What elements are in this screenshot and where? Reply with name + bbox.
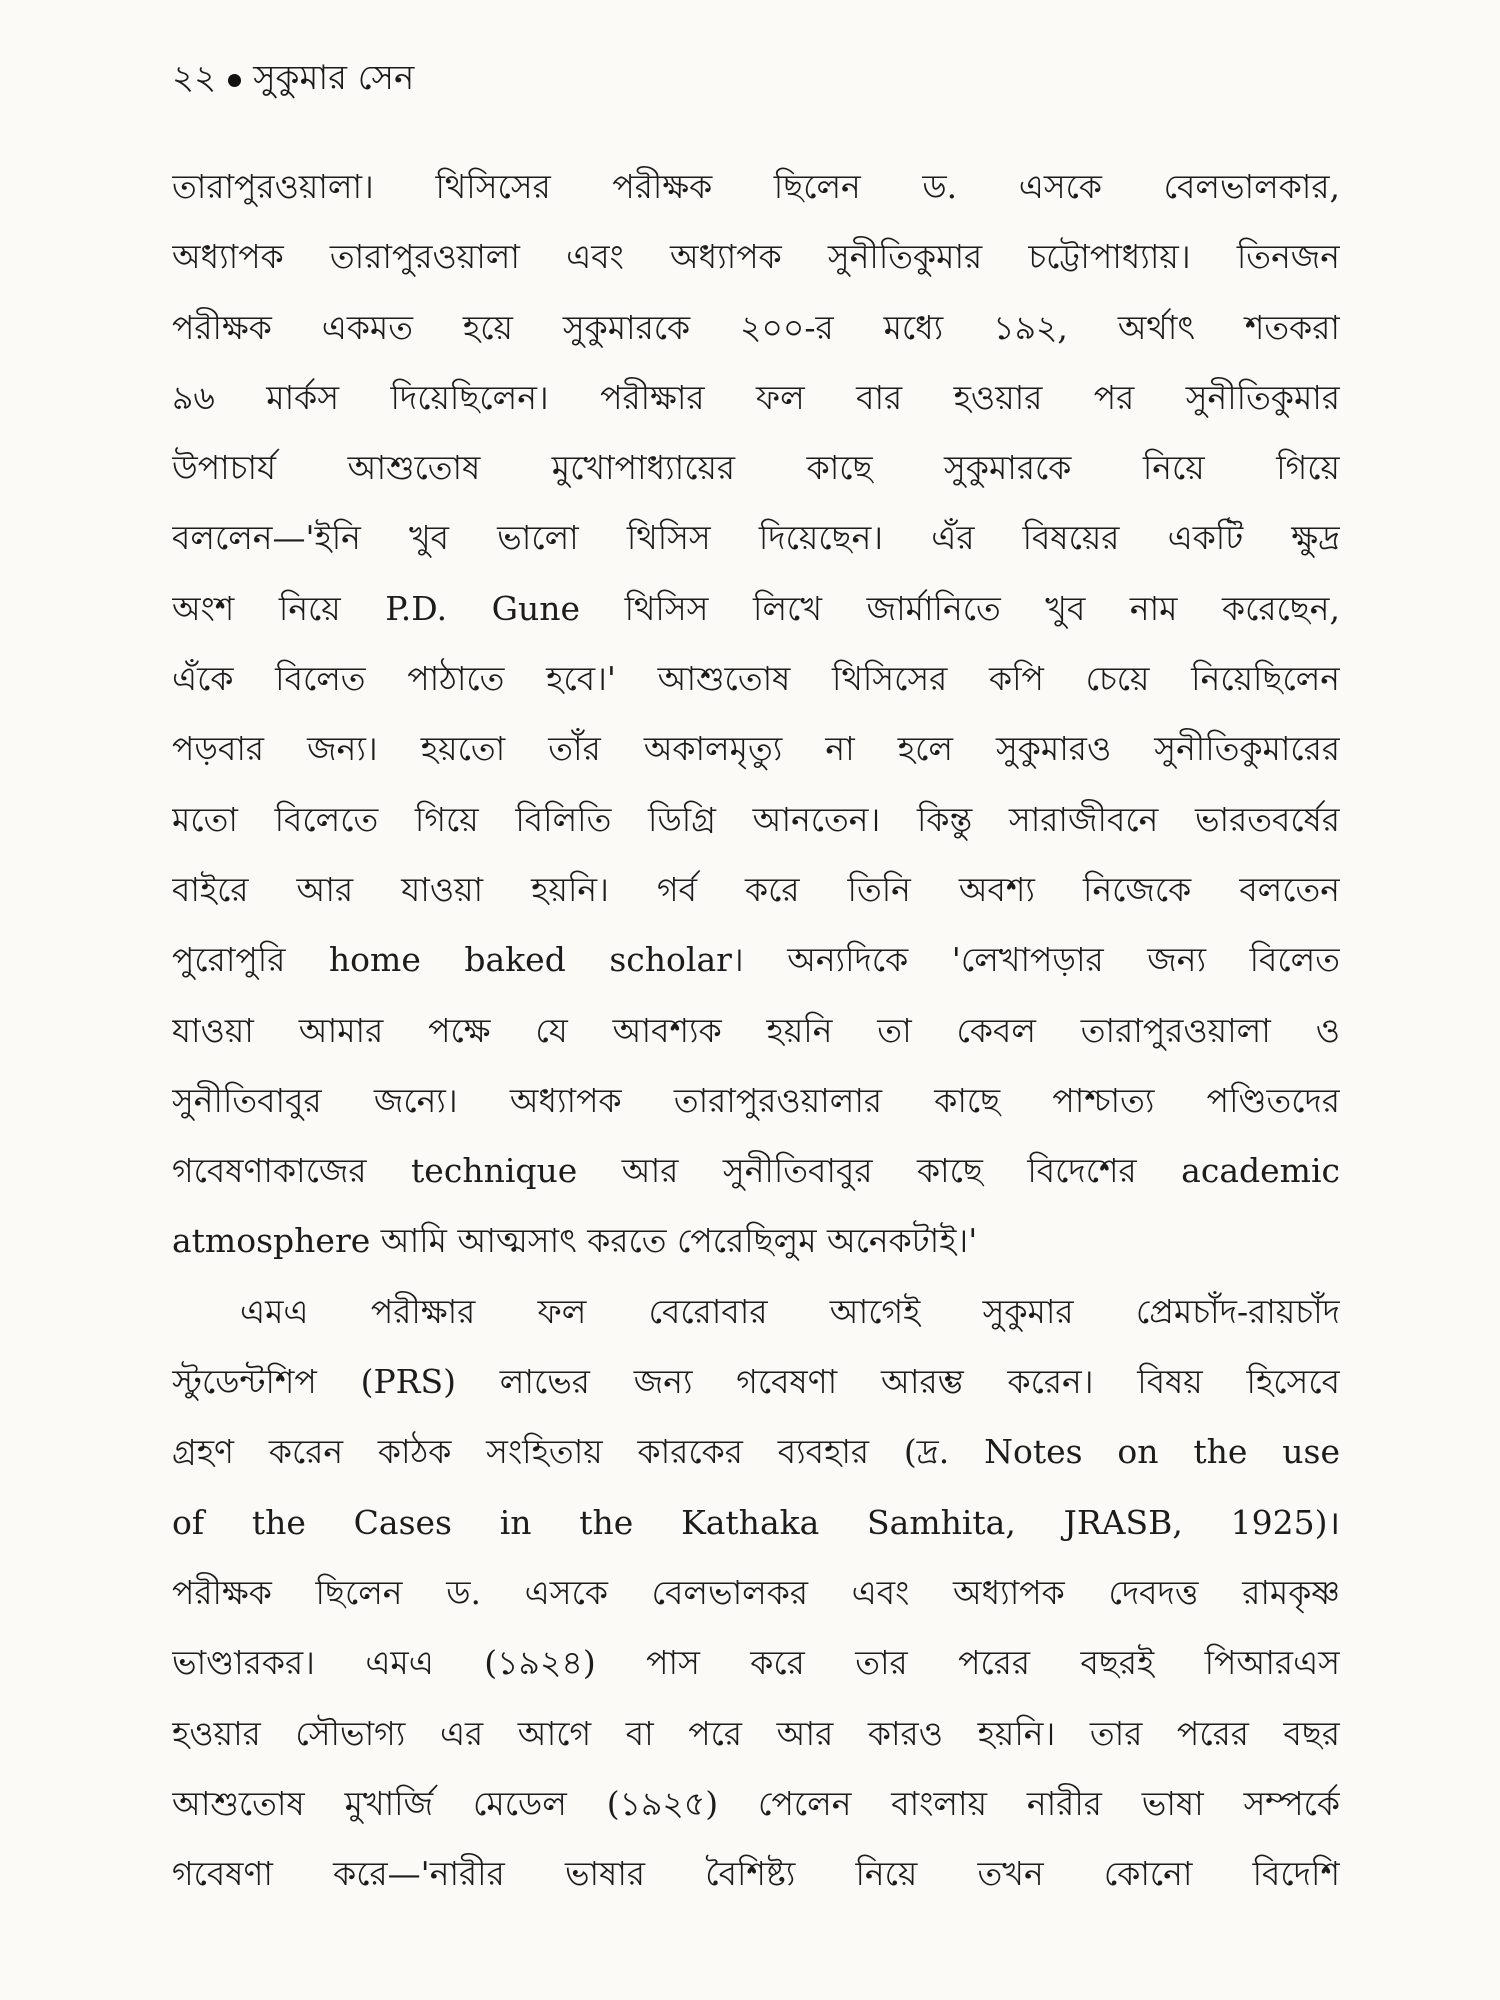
text-line: গ্রহণ করেন কাঠক সংহিতায় কারকের ব্যবহার (দ্র. Notes on the use bbox=[172, 1432, 1340, 1472]
text-line: বাইরে আর যাওয়া হয়নি। গর্ব করে তিনি অবশ্য নিজেকে বলতেন bbox=[172, 869, 1340, 909]
text-line: তারাপুরওয়ালা। থিসিসের পরীক্ষক ছিলেন ড. এসকে বেলভালকার, bbox=[172, 167, 1340, 206]
text-line: of the Cases in the Kathaka Samhita, JRASB, 1925)। bbox=[172, 1502, 1340, 1542]
text-line: অধ্যাপক তারাপুরওয়ালা এবং অধ্যাপক সুনীতিকুমার চট্টোপাধ্যায়। তিনজন bbox=[172, 237, 1340, 277]
running-title: সুকুমার সেন bbox=[253, 58, 415, 98]
text-line: পড়বার জন্য। হয়তো তাঁর অকালমৃত্যু না হলে সুকুমারও সুনীতিকুমারের bbox=[172, 729, 1340, 769]
bullet-icon bbox=[228, 74, 241, 87]
text-line: পরীক্ষক একমত হয়ে সুকুমারকে ২০০-র মধ্যে ১৯২, অর্থাৎ শতকরা bbox=[172, 307, 1340, 347]
text-line: গবেষণাকাজের technique আর সুনীতিবাবুর কাছে বিদেশের academic bbox=[172, 1151, 1340, 1191]
text-line: ভাণ্ডারকর। এমএ (১৯২৪) পাস করে তার পরের বছরই পিআরএস bbox=[172, 1643, 1340, 1683]
text-line: বললেন—'ইনি খুব ভালো থিসিস দিয়েছেন। এঁর বিষয়ের একটি ক্ষুদ্র bbox=[172, 518, 1340, 558]
body-text bbox=[172, 152, 1340, 1909]
page-number: ২২ bbox=[172, 58, 217, 98]
text-line: পুরোপুরি home baked scholar। অন্যদিকে 'লেখাপড়ার জন্য বিলেত bbox=[172, 940, 1340, 980]
text-line: গবেষণা করে—'নারীর ভাষার বৈশিষ্ট্য নিয়ে তখন কোনো বিদেশি bbox=[172, 1854, 1340, 1894]
text-line: অংশ নিয়ে P.D. Gune থিসিস লিখে জার্মানিতে খুব নাম করেছেন, bbox=[172, 588, 1340, 628]
text-line: হওয়ার সৌভাগ্য এর আগে বা পরে আর কারও হয়নি। তার পরের বছর bbox=[172, 1713, 1340, 1753]
text-line: আশুতোষ মুখার্জি মেডেল (১৯২৫) পেলেন বাংলায় নারীর ভাষা সম্পর্কে bbox=[172, 1783, 1340, 1823]
paragraph-first-line: এমএ পরীক্ষার ফল বেরোবার আগেই সুকুমার প্রেমচাঁদ-রায়চাঁদ bbox=[240, 1291, 1340, 1331]
text-line: স্টুডেন্টশিপ (PRS) লাভের জন্য গবেষণা আরম্ভ করেন। বিষয় হিসেবে bbox=[172, 1362, 1340, 1402]
text-line: পরীক্ষক ছিলেন ড. এসকে বেলভালকর এবং অধ্যাপক দেবদত্ত রামকৃষ্ণ bbox=[172, 1572, 1340, 1612]
text-line: মতো বিলেতে গিয়ে বিলিতি ডিগ্রি আনতেন। কিন্তু সারাজীবনে ভারতবর্ষের bbox=[172, 799, 1340, 839]
text-line: ৯৬ মার্কস দিয়েছিলেন। পরীক্ষার ফল বার হওয়ার পর সুনীতিকুমার bbox=[172, 377, 1340, 417]
text-line: উপাচার্য আশুতোষ মুখোপাধ্যায়ের কাছে সুকুমারকে নিয়ে গিয়ে bbox=[172, 448, 1340, 488]
paragraph-last-line: atmosphere আমি আত্মসাৎ করতে পেরেছিলুম অনেকটাই।' bbox=[172, 1221, 978, 1261]
text-line: এঁকে বিলেত পাঠাতে হবে।' আশুতোষ থিসিসের কপি চেয়ে নিয়েছিলেন bbox=[172, 659, 1340, 699]
text-line: সুনীতিবাবুর জন্যে। অধ্যাপক তারাপুরওয়ালার কাছে পাশ্চাত্য পণ্ডিতদের bbox=[172, 1080, 1340, 1120]
running-header bbox=[172, 52, 414, 109]
text-line: যাওয়া আমার পক্ষে যে আবশ্যক হয়নি তা কেবল তারাপুরওয়ালা ও bbox=[172, 1010, 1340, 1050]
